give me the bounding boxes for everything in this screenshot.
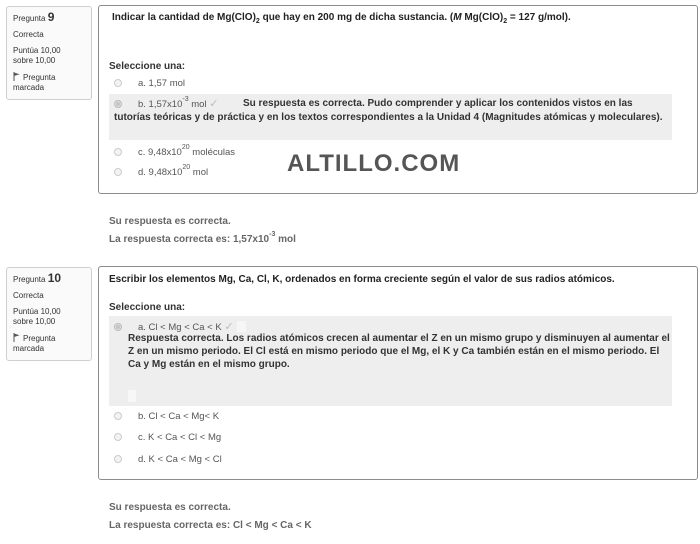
answer-summary: Su respuesta es correcta.	[109, 502, 231, 513]
flag-question-link[interactable]: Pregunta marcada	[13, 334, 56, 353]
check-icon: ✓	[224, 321, 234, 333]
flag-icon	[13, 72, 20, 81]
radio-button[interactable]	[114, 412, 122, 420]
question-grade: Puntúa 10,00 sobre 10,00	[13, 46, 61, 65]
radio-button[interactable]	[114, 455, 122, 463]
question-info-10	[6, 267, 92, 361]
question-grade: Puntúa 10,00 sobre 10,00	[13, 307, 61, 326]
answer-feedback: Respuesta correcta. Los radios atómicos crecen al aumentar el Z en un mismo grupo y disminuyen al aumentar el Z en un mismo periodo. El Cl está en mismo periodo que el Mg, el K y Ca también están en el mismo periodo. El Ca y Mg están en el mismo grupo.	[128, 333, 670, 370]
answer-option-d[interactable]: d. $9,48x10^{20}$ mol	[114, 167, 208, 178]
question-text-9: Indicar la cantidad de $Mg(ClO)_2$ que hay en 200 mg de dicha sustancia. (M $Mg(ClO)_2 = 127$ g/mol).	[112, 12, 571, 25]
answer-option-b[interactable]: b. Cl < Ca < Mg< K	[114, 411, 219, 422]
check-icon: ✓	[209, 98, 219, 110]
answer-summary: Su respuesta es correcta.	[109, 216, 231, 227]
select-prompt: Seleccione una:	[109, 302, 186, 313]
radio-button[interactable]	[114, 79, 122, 87]
question-info-9	[6, 6, 92, 100]
watermark: ALTILLO.COM	[287, 150, 461, 177]
question-number: Pregunta 10	[13, 271, 62, 285]
answer-option-a[interactable]: a. 1,57 mol	[114, 78, 185, 89]
radio-button[interactable]	[114, 148, 122, 156]
answer-feedback: Su respuesta es correcta. Pudo comprender y aplicar los contenidos vistos en las tutorías teóricas y de práctica y en los textos correspondientes a la Unidad 4 (Magnitudes atómicas y moleculares).	[114, 98, 663, 123]
answer-option-c[interactable]: c. $9,48x10^{20}$ moléculas	[114, 147, 235, 158]
radio-button[interactable]	[114, 433, 122, 441]
question-state: Correcta	[13, 30, 44, 39]
select-prompt: Seleccione una:	[109, 61, 186, 72]
feedback-icon-placeholder	[237, 321, 246, 332]
correct-answer: La respuesta correcta es: Cl < Mg < Ca < K	[109, 520, 312, 531]
question-text-10: Escribir los elementos Mg, Ca, Cl, K, ordenados en forma creciente según el valor de sus radios atómicos.	[109, 274, 615, 285]
answer-option-b[interactable]: b. $1,57x10^{-3}$ mol ✓	[114, 97, 669, 112]
answer-option-c[interactable]: c. K < Ca < Cl < Mg	[114, 432, 221, 443]
flag-icon	[13, 333, 20, 342]
question-number: Pregunta 9	[13, 10, 55, 24]
answer-option-a[interactable]: a. Cl < Mg < Ca < K ✓	[114, 320, 246, 333]
correct-answer: La respuesta correcta es: $1,57x10^{-3}$ mol	[109, 231, 296, 245]
answer-option-d[interactable]: d. K < Ca < Mg < Cl	[114, 454, 222, 465]
radio-button[interactable]	[114, 168, 122, 176]
radio-button-selected[interactable]	[114, 323, 122, 331]
question-state: Correcta	[13, 291, 44, 300]
feedback-icon-placeholder	[128, 390, 136, 402]
flag-question-link[interactable]: Pregunta marcada	[13, 73, 56, 92]
